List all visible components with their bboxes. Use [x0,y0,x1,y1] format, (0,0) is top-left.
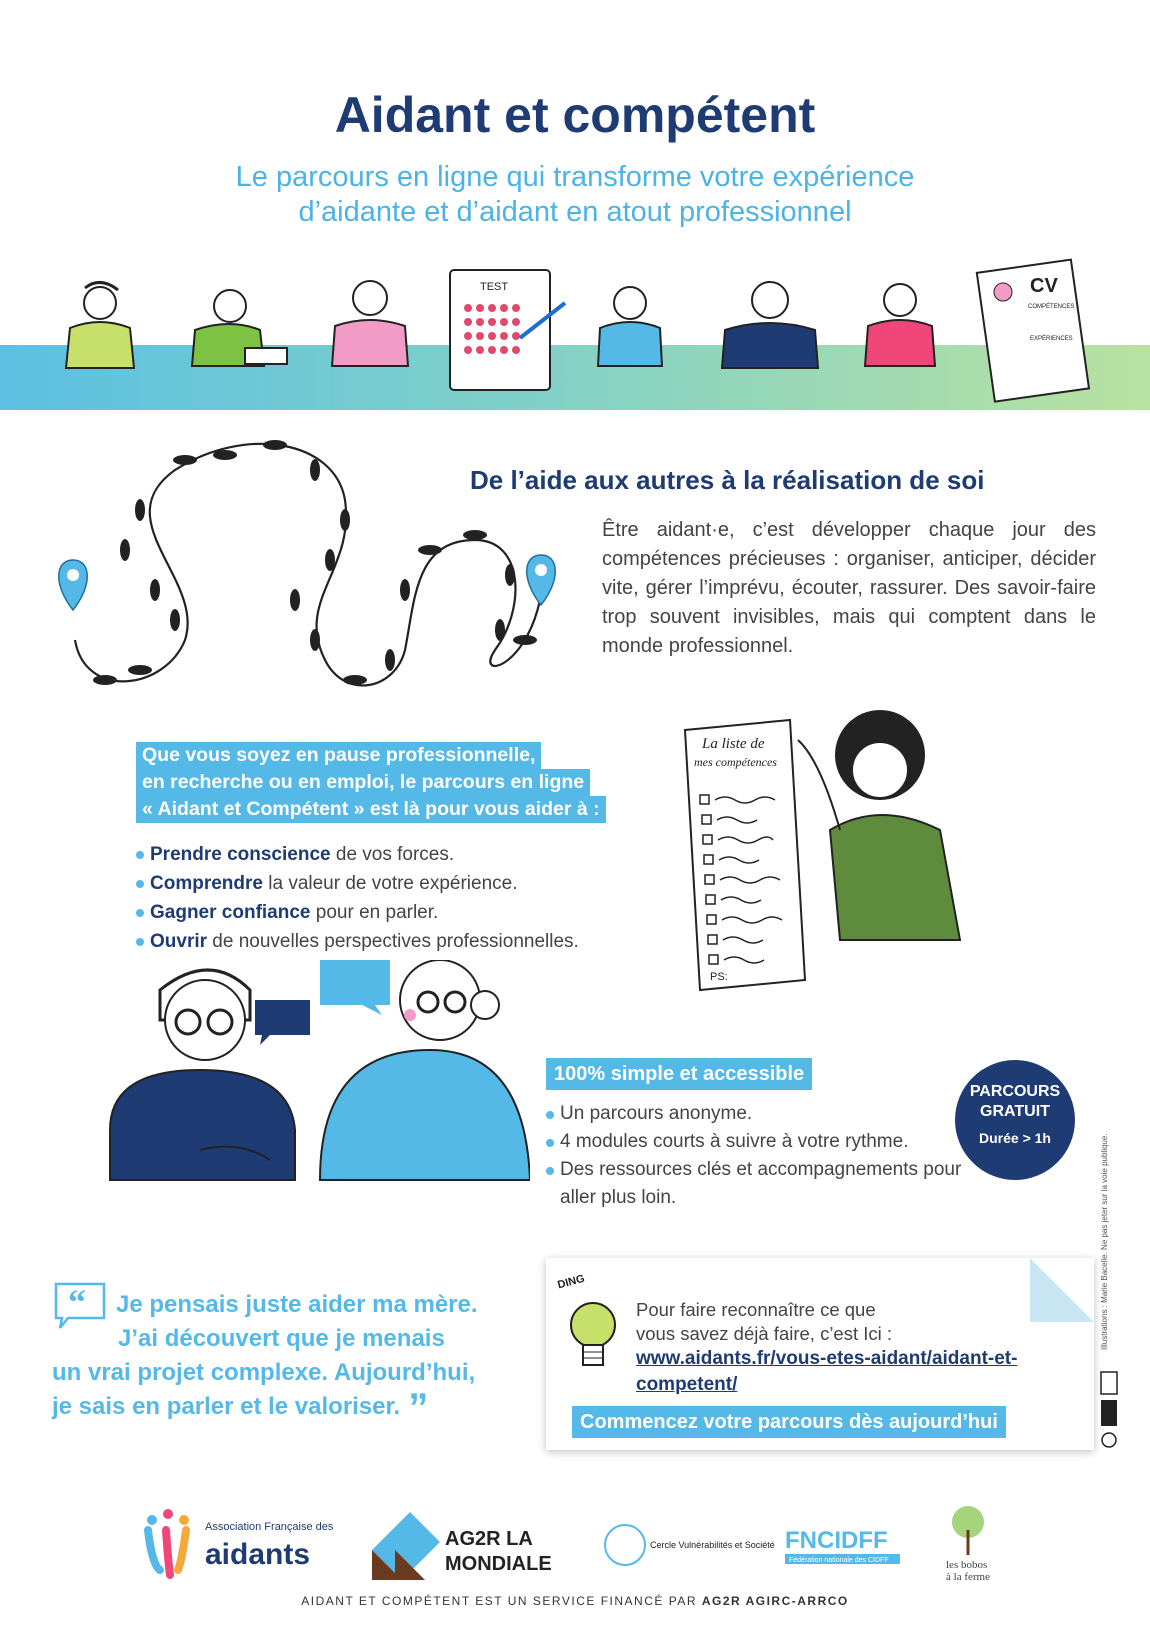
section-aide-paragraph: Être aidant·e, c’est développer chaque jour des compétences précieuses : organiser, anticiper, décider vite, gérer l’imprévu, écouter, rassurer. Des savoir-faire trop souvent invisibles, mais qui comptent dans le monde professionnel. [602,519,1096,657]
recycling-logos [1100,1370,1118,1450]
person-2-illustration [192,290,287,366]
partner-logos [0,1500,1150,1590]
card-text-line-2: vous savez déjà faire, c’est Ici : [636,1323,893,1344]
pause-bullet-list [136,840,579,956]
person-6-illustration [722,282,818,368]
person-5-illustration [598,287,662,366]
illustration-credit: Illustrations : Marie Bacelle. Ne pas jeter sur la voie publique. [1100,1133,1109,1350]
subtitle-line-2: d’aidante et d’aidant en atout professionnel [298,196,852,228]
competences-list-illustration [680,700,1030,1020]
map-pin-icon-left [59,560,88,610]
list-item: Comprendre la valeur de votre expérience. [136,869,579,898]
cv-competences-label: COMPÉTENCES [1028,304,1075,310]
list-item: Des ressources clés et accompagnements pour aller plus loin. [546,1156,966,1212]
card-text-line-1: Pour faire reconnaître ce que [636,1299,876,1320]
people-illustration-strip [0,258,1150,408]
quote-close-icon: ” [408,1385,429,1430]
list-item: Un parcours anonyme. [546,1100,966,1128]
section-simple-heading: 100% simple et accessible [546,1058,812,1090]
card-corner-fold [1030,1258,1094,1322]
aidants-website-link[interactable]: www.aidants.fr/vous-etes-aidant/aidant-et-competent/ [636,1348,1018,1395]
page-title: Aidant et compétent [334,87,816,143]
list-item: Ouvrir de nouvelles perspectives professionnelles. [136,927,579,956]
speech-bubble-blue [320,960,390,1015]
section-aide-heading: De l’aide aux autres à la réalisation de soi [470,465,985,495]
afa-big-text: aidants [205,1538,311,1571]
list-item: Gagner confiance pour en parler. [136,898,579,927]
map-pin-icon-right [527,555,556,605]
cv-document-illustration [977,260,1089,402]
page-subtitle [0,160,1150,230]
test-clipboard-illustration [450,270,565,390]
testimonial-quote [52,1288,512,1430]
list-item: 4 modules courts à suivre à votre rythme. [546,1128,966,1156]
badge-line-2: GRATUIT [980,1103,1050,1120]
start-course-button[interactable]: Commencez votre parcours dès aujourd’hui [572,1406,1006,1438]
badge-duration: Durée > 1h [979,1130,1051,1146]
cv-label: CV [1030,275,1058,297]
highlight-line: Que vous soyez en pause professionnelle, [136,742,541,769]
bulb-label: DING [556,1272,586,1292]
subtitle-line-1: Le parcours en ligne qui transforme votre expérience [235,161,915,193]
ag2r-logo [372,1512,552,1580]
fncidff-sub-text: Fédération nationale des CIDFF [789,1557,889,1564]
list-ps: PS: [710,971,728,983]
person-1-illustration [66,282,134,368]
cercle-logo [605,1525,775,1565]
svg-text:“: “ [68,1282,86,1322]
light-bulb-icon [555,1270,625,1380]
afa-small-text: Association Française des [205,1521,334,1533]
quote-line-1: Je pensais juste aider ma mère. [116,1291,478,1318]
card-text [636,1298,892,1346]
quote-line-3: un vrai projet complexe. Aujourd’hui, [52,1359,476,1386]
list-item: Prendre conscience de vos forces. [136,840,579,869]
footer-funding-note: AIDANT ET COMPÉTENT EST UN SERVICE FINANCÉ PAR AG2R AGIRC-ARRCO [301,1594,849,1608]
cv-experiences-label: EXPÉRIENCES [1030,336,1073,342]
ag2r-line-2: MONDIALE [445,1553,552,1575]
cercle-text: Cercle Vulnérabilités et Société [650,1540,775,1550]
afa-logo [147,1509,334,1575]
fncidff-logo [785,1527,900,1564]
conversation-illustration [100,960,530,1235]
quote-line-4: je sais en parler et le valoriser. [52,1393,401,1420]
person-7-illustration [865,284,935,366]
person-3-illustration [332,281,408,366]
test-label: TEST [480,281,509,293]
simple-bullet-list [546,1100,966,1212]
ag2r-line-1: AG2R LA [445,1528,533,1550]
fncidff-text: FNCIDFF [785,1527,888,1554]
highlight-line: en recherche ou en emploi, le parcours en ligne [136,769,590,796]
bobos-line-1: les bobos [946,1559,988,1571]
free-course-badge [955,1060,1075,1180]
quote-line-2: J’ai découvert que je menais [118,1325,445,1352]
pause-highlight-block [136,742,606,823]
badge-line-1: PARCOURS [969,1083,1061,1100]
highlight-line: « Aidant et Compétent » est là pour vous aider à : [136,796,606,823]
list-title-1: La liste de [702,736,765,752]
bobos-line-2: à la ferme [946,1571,990,1583]
speech-bubble-navy [255,1000,310,1045]
list-title-2: mes compétences [694,755,777,769]
bobos-logo [946,1506,990,1583]
